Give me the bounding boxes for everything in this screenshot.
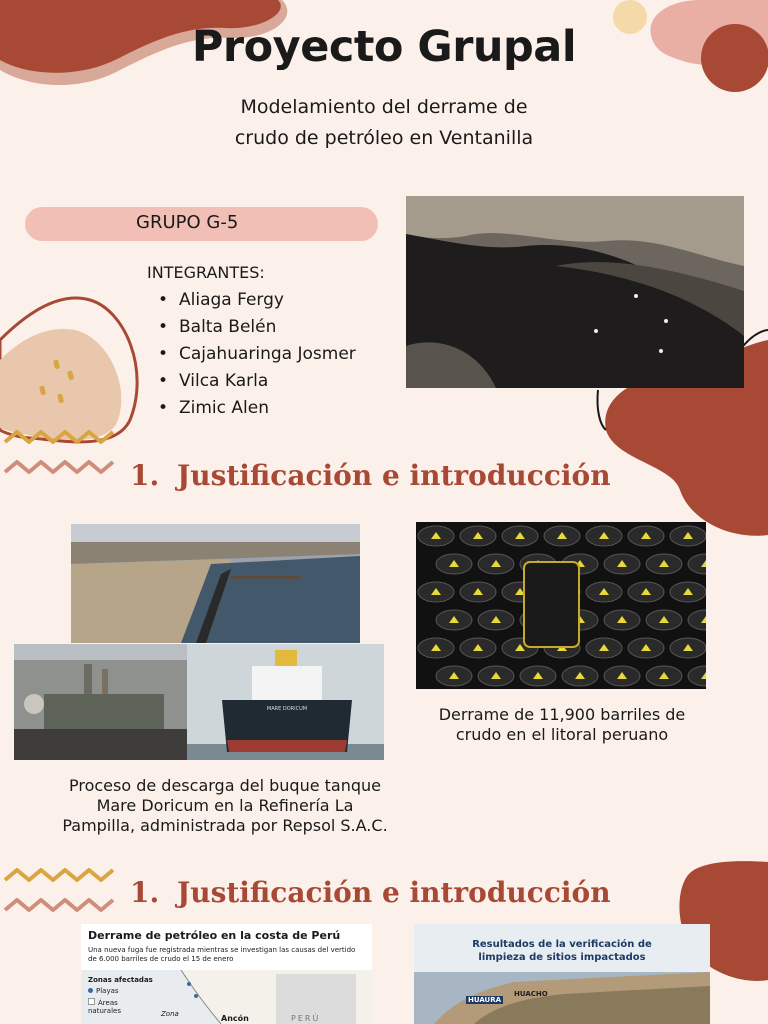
zigzag-pink — [5, 462, 113, 472]
caption-line: Proceso de descarga del buque tanque — [68, 776, 381, 795]
caption-line: crudo en el litoral peruano — [455, 725, 669, 744]
caption-right — [412, 705, 712, 745]
member-item: • Aliaga Fergy — [158, 287, 356, 314]
map-card-title: Derrame de petróleo en la costa de Perú — [88, 929, 341, 942]
blob-left-fill — [0, 329, 121, 440]
legend-marker-icon — [88, 988, 93, 993]
results-title: Resultados de la verificación de limpieza de sitios impactados — [472, 939, 652, 963]
legend-marker-icon — [88, 998, 95, 1005]
section-title: Justificación e introducción — [176, 876, 611, 909]
map-label-huaura: HUAURA — [468, 996, 502, 1004]
member-item: • Vilca Karla — [158, 368, 356, 395]
section-heading — [130, 876, 611, 909]
member-item: • Zimic Alen — [158, 395, 356, 422]
caption-line: Derrame de 11,900 barriles de — [438, 705, 686, 724]
tanker-ship-photo — [187, 644, 384, 760]
member-item: • Balta Belén — [158, 314, 356, 341]
zigzag-mustard-2 — [5, 870, 113, 880]
map-label-ancon: Ancón — [221, 1014, 249, 1023]
line-right-lower — [597, 390, 606, 430]
section-number: 1. — [130, 459, 160, 492]
results-map — [414, 972, 710, 1024]
refinery-photo — [14, 644, 187, 760]
caption-line: Mare Doricum en la Refinería La — [96, 796, 354, 815]
members-label: INTEGRANTES: — [147, 263, 265, 282]
map-card-description: Una nueva fuga fue registrada mientras se investigan las causas del vertido de 6.000 barriles de crudo el 15 de enero — [88, 946, 356, 963]
members-list — [158, 287, 356, 422]
page-subtitle — [184, 92, 584, 154]
spill-map-card — [81, 924, 372, 1024]
map-label-peru: PERÚ — [291, 1014, 321, 1023]
legend-item-natural-areas: Áreas naturales — [88, 999, 121, 1015]
oil-spill-coast-photo — [406, 196, 744, 388]
subtitle-line: crudo de petróleo en Ventanilla — [234, 127, 534, 149]
oil-barrels-photo — [416, 522, 706, 689]
ship-name: MARE DORICUM — [266, 706, 308, 712]
group-label: GRUPO G-5 — [136, 212, 239, 233]
map-panel — [81, 970, 372, 1024]
caption-left — [30, 776, 420, 836]
member-item: • Cajahuaringa Josmer — [158, 341, 356, 368]
map-label-huacho: HUACHO — [514, 990, 548, 998]
page-title: Proyecto Grupal — [191, 22, 577, 72]
legend-title: Zonas afectadas — [88, 976, 153, 984]
cleanup-results-card — [414, 924, 710, 1024]
legend-item-beaches: Playas — [88, 987, 119, 995]
subtitle-line: Modelamiento del derrame de — [240, 96, 528, 118]
caption-line: Pampilla, administrada por Repsol S.A.C. — [62, 816, 388, 835]
section-number: 1. — [130, 876, 160, 909]
section-heading — [130, 459, 611, 492]
map-label-zone: Zona — [161, 1010, 179, 1018]
ventanilla-beach-photo — [71, 524, 360, 643]
zigzag-pink-2 — [5, 900, 113, 910]
section-title: Justificación e introducción — [176, 459, 611, 492]
